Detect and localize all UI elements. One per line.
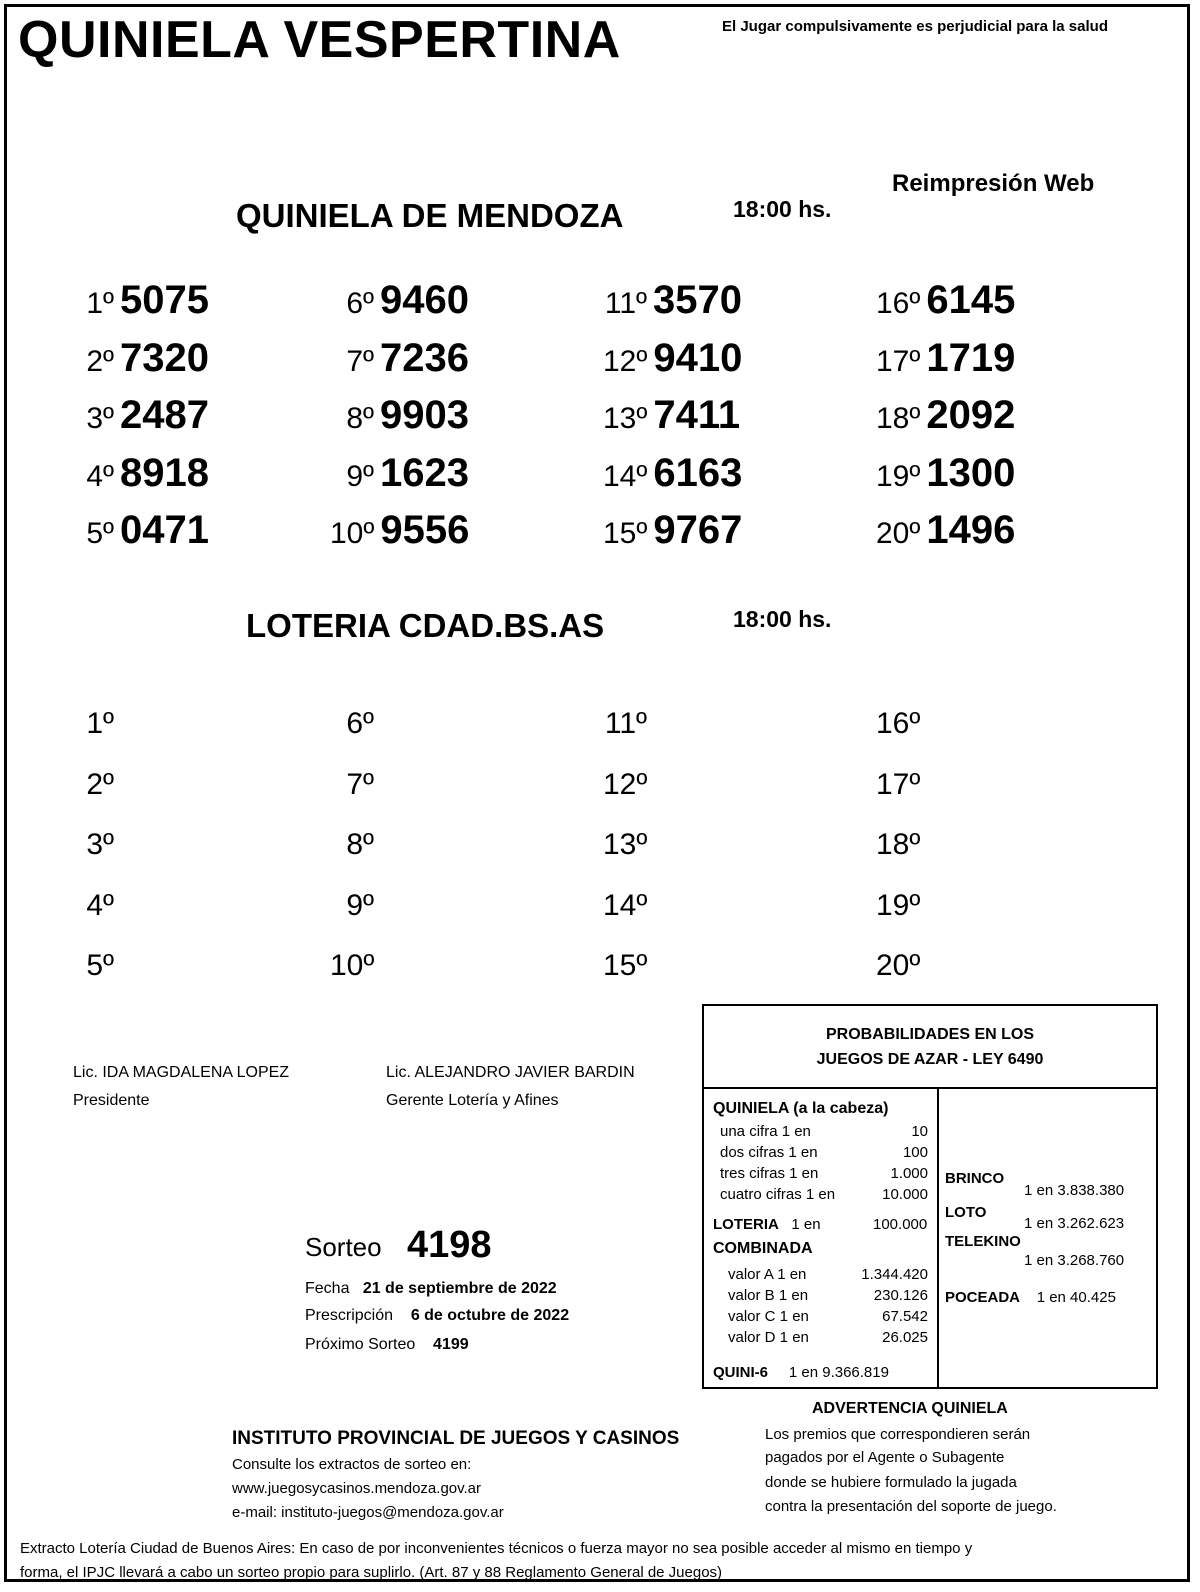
mendoza-draw-time: 18:00 hs. — [733, 196, 832, 222]
position-label: 9º — [346, 888, 374, 922]
position-label: 11º — [604, 707, 647, 740]
mendoza-result-3 — [70, 393, 209, 438]
fecha-value: 21 de septiembre de 2022 — [362, 1280, 557, 1297]
proximo-row — [305, 1336, 469, 1354]
result-number: 2487 — [120, 393, 209, 437]
quini6-prob-label: QUINI-6 — [713, 1364, 769, 1381]
mendoza-result-7 — [330, 336, 469, 381]
mendoza-result-19 — [876, 451, 1015, 496]
footer-line-1: Extracto Lotería Ciudad de Buenos Aires: En caso de por inconvenientes técnicos o fuerza mayor no sea posible acceder al mismo en tiempo y — [20, 1540, 973, 1557]
result-number: 1719 — [926, 335, 1016, 380]
position-label: 10º — [330, 517, 375, 550]
combinada-prob-label-4: valor D 1 en — [728, 1329, 809, 1346]
signature-name-manager: Lic. ALEJANDRO JAVIER BARDIN — [386, 1064, 635, 1081]
loteria-result-6 — [330, 698, 380, 743]
probabilities-divider-h — [702, 1087, 1158, 1089]
page-title: QUINIELA VESPERTINA — [18, 11, 621, 69]
signature-role-manager: Gerente Lotería y Afines — [386, 1092, 559, 1109]
proximo-label: Próximo Sorteo — [305, 1336, 416, 1353]
position-label: 9º — [346, 459, 374, 493]
mendoza-result-17 — [876, 336, 1015, 381]
position-label: 3º — [86, 828, 114, 861]
position-label: 18º — [876, 828, 921, 861]
combinada-prob-value-3: 67.542 — [882, 1308, 928, 1325]
mendoza-result-16 — [876, 278, 1015, 323]
loto-prob-value: 1 en 3.262.623 — [1024, 1215, 1125, 1232]
position-label: 19º — [876, 888, 921, 922]
position-label: 7º — [346, 344, 374, 378]
result-number: 6163 — [653, 450, 743, 495]
loteria-result-18 — [876, 819, 926, 864]
loteria-result-3 — [70, 819, 120, 864]
result-number: 5075 — [120, 278, 209, 322]
loteria-result-12 — [603, 759, 653, 804]
position-label: 8º — [346, 828, 374, 861]
position-label: 3º — [86, 402, 114, 435]
loteria-prob-label: LOTERIA — [713, 1216, 779, 1233]
combinada-prob-label-1: valor A 1 en — [728, 1266, 807, 1283]
position-label: 14º — [603, 888, 648, 922]
position-label: 20º — [876, 517, 921, 550]
loteria-draw-time: 18:00 hs. — [733, 606, 832, 632]
advertencia-title: ADVERTENCIA QUINIELA — [812, 1400, 1008, 1417]
advertencia-line-3: donde se hubiere formulado la jugada — [765, 1474, 1017, 1491]
loteria-prob-en: 1 en — [791, 1216, 821, 1233]
position-label: 5º — [86, 517, 114, 550]
poceada-prob-row — [945, 1289, 1116, 1306]
combinada-prob-label-2: valor B 1 en — [728, 1287, 809, 1304]
probabilities-title-1: PROBABILIDADES EN LOS — [825, 1026, 1034, 1043]
institute-email-link[interactable]: e-mail: instituto-juegos@mendoza.gov.ar — [232, 1504, 504, 1521]
mendoza-section-title: QUINIELA DE MENDOZA — [236, 197, 624, 234]
result-number: 9767 — [653, 508, 743, 552]
result-number: 7320 — [120, 335, 209, 380]
position-label: 6º — [346, 287, 374, 320]
loteria-result-15 — [603, 940, 653, 985]
mendoza-result-10 — [330, 508, 469, 553]
quini6-prob-value: 1 en 9.366.819 — [788, 1364, 889, 1381]
quiniela-prob-label-4: cuatro cifras 1 en — [720, 1186, 836, 1203]
loteria-prob-value: 100.000 — [873, 1216, 928, 1233]
mendoza-result-5 — [70, 508, 209, 553]
result-number: 1496 — [926, 508, 1016, 552]
loteria-result-14 — [603, 880, 653, 925]
combinada-prob-value-1: 1.344.420 — [861, 1266, 928, 1283]
signature-role-president: Presidente — [73, 1092, 150, 1109]
position-label: 15º — [603, 949, 648, 982]
mendoza-result-15 — [603, 508, 742, 553]
quiniela-prob-label-1: una cifra 1 en — [720, 1123, 811, 1140]
loteria-result-11 — [603, 698, 653, 743]
loteria-result-2 — [70, 759, 120, 804]
mendoza-result-18 — [876, 393, 1015, 438]
signature-name-president: Lic. IDA MAGDALENA LOPEZ — [73, 1064, 290, 1081]
position-label: 16º — [876, 287, 921, 320]
mendoza-result-8 — [330, 393, 469, 438]
result-number: 9460 — [380, 278, 469, 322]
loteria-result-10 — [330, 940, 380, 985]
telekino-prob-label: TELEKINO — [945, 1233, 1021, 1250]
poceada-prob-value: 1 en 40.425 — [1036, 1289, 1116, 1306]
result-number: 3570 — [653, 278, 742, 322]
position-label: 13º — [603, 402, 648, 435]
brinco-prob-value: 1 en 3.838.380 — [1024, 1182, 1125, 1199]
mendoza-result-12 — [603, 336, 742, 381]
mendoza-result-13 — [603, 393, 740, 438]
combinada-prob-value-4: 26.025 — [882, 1329, 928, 1346]
position-label: 15º — [603, 517, 648, 550]
probabilities-title-2: JUEGOS DE AZAR - LEY 6490 — [816, 1051, 1044, 1068]
advertencia-line-2: pagados por el Agente o Subagente — [765, 1449, 1005, 1466]
footer-line-2: forma, el IPJC llevará a cabo un sorteo propio para suplirlo. (Art. 87 y 88 Reglamento General de Juegos) — [20, 1564, 723, 1581]
loteria-prob-row — [713, 1216, 821, 1233]
combinada-prob-title: COMBINADA — [713, 1240, 813, 1257]
brinco-prob-label: BRINCO — [945, 1170, 1005, 1187]
health-warning: El Jugar compulsivamente es perjudicial para la salud — [722, 18, 1108, 35]
position-label: 4º — [86, 888, 114, 922]
result-number: 7411 — [653, 393, 741, 437]
loteria-section-title: LOTERIA CDAD.BS.AS — [246, 607, 605, 644]
position-label: 13º — [603, 828, 648, 861]
result-number: 6145 — [926, 278, 1016, 322]
position-label: 7º — [346, 767, 374, 801]
sorteo-label: Sorteo — [305, 1232, 382, 1262]
result-number: 9410 — [653, 335, 743, 380]
result-number: 2092 — [926, 393, 1016, 437]
result-number: 1623 — [380, 450, 469, 495]
loteria-result-1 — [70, 698, 120, 743]
telekino-prob-value: 1 en 3.268.760 — [1024, 1252, 1125, 1269]
result-number: 9556 — [380, 508, 470, 552]
loteria-result-4 — [70, 880, 120, 925]
position-label: 1º — [86, 287, 114, 320]
loto-prob-label: LOTO — [945, 1204, 987, 1221]
loteria-result-16 — [876, 698, 926, 743]
combinada-prob-label-3: valor C 1 en — [728, 1308, 809, 1325]
position-label: 14º — [603, 459, 648, 493]
mendoza-result-4 — [70, 451, 209, 496]
proximo-value: 4199 — [433, 1336, 469, 1353]
position-label: 18º — [876, 402, 921, 435]
result-number: 9903 — [380, 393, 469, 437]
result-number: 7236 — [380, 335, 469, 380]
advertencia-line-1: Los premios que correspondieren serán — [765, 1426, 1031, 1443]
position-label: 20º — [876, 949, 921, 982]
position-label: 16º — [876, 707, 921, 740]
position-label: 12º — [603, 344, 648, 378]
position-label: 4º — [86, 459, 114, 493]
position-label: 5º — [86, 949, 114, 982]
mendoza-result-20 — [876, 508, 1015, 553]
quiniela-prob-title: QUINIELA (a la cabeza) — [713, 1100, 889, 1117]
result-number: 0471 — [120, 508, 209, 552]
position-label: 10º — [330, 949, 375, 982]
loteria-result-17 — [876, 759, 926, 804]
position-label: 19º — [876, 459, 921, 493]
quiniela-prob-value-3: 1.000 — [890, 1165, 928, 1182]
advertencia-line-4: contra la presentación del soporte de juego. — [765, 1498, 1057, 1515]
loteria-result-13 — [603, 819, 653, 864]
position-label: 17º — [876, 344, 921, 378]
mendoza-result-6 — [330, 278, 469, 323]
mendoza-result-9 — [330, 451, 469, 496]
quiniela-prob-value-2: 100 — [902, 1144, 928, 1161]
loteria-result-19 — [876, 880, 926, 925]
position-label: 2º — [86, 344, 114, 378]
fecha-label: Fecha — [305, 1280, 350, 1297]
combinada-prob-value-2: 230.126 — [873, 1287, 928, 1304]
position-label: 2º — [86, 767, 114, 801]
quiniela-prob-label-3: tres cifras 1 en — [720, 1165, 819, 1182]
position-label: 11º — [604, 287, 647, 320]
probabilities-divider-v — [937, 1089, 939, 1389]
quiniela-prob-value-1: 10 — [911, 1123, 928, 1140]
fecha-row — [305, 1280, 557, 1298]
result-number: 8918 — [120, 450, 209, 495]
institute-name: INSTITUTO PROVINCIAL DE JUEGOS Y CASINOS — [232, 1428, 680, 1449]
quiniela-prob-label-2: dos cifras 1 en — [720, 1144, 818, 1161]
mendoza-result-1 — [70, 278, 209, 323]
position-label: 6º — [346, 707, 374, 740]
result-number: 1300 — [926, 450, 1016, 495]
loteria-result-9 — [330, 880, 380, 925]
quiniela-prob-value-4: 10.000 — [882, 1186, 928, 1203]
institute-consult: Consulte los extractos de sorteo en: — [232, 1456, 472, 1473]
loteria-result-5 — [70, 940, 120, 985]
loteria-result-7 — [330, 759, 380, 804]
institute-web-link[interactable]: www.juegosycasinos.mendoza.gov.ar — [232, 1480, 482, 1497]
mendoza-result-14 — [603, 451, 742, 496]
prescripcion-label: Prescripción — [305, 1307, 394, 1324]
position-label: 12º — [603, 767, 648, 801]
mendoza-result-11 — [603, 278, 742, 323]
position-label: 8º — [346, 402, 374, 435]
sorteo-number: 4198 — [407, 1224, 492, 1266]
prescripcion-row — [305, 1307, 569, 1325]
loteria-result-8 — [330, 819, 380, 864]
position-label: 17º — [876, 767, 921, 801]
poceada-prob-label: POCEADA — [945, 1289, 1021, 1306]
position-label: 1º — [86, 707, 114, 740]
loteria-result-20 — [876, 940, 926, 985]
prescripcion-value: 6 de octubre de 2022 — [410, 1307, 570, 1324]
reprint-label: Reimpresión Web — [892, 170, 1095, 197]
mendoza-result-2 — [70, 336, 209, 381]
quini6-prob-row — [713, 1364, 889, 1381]
